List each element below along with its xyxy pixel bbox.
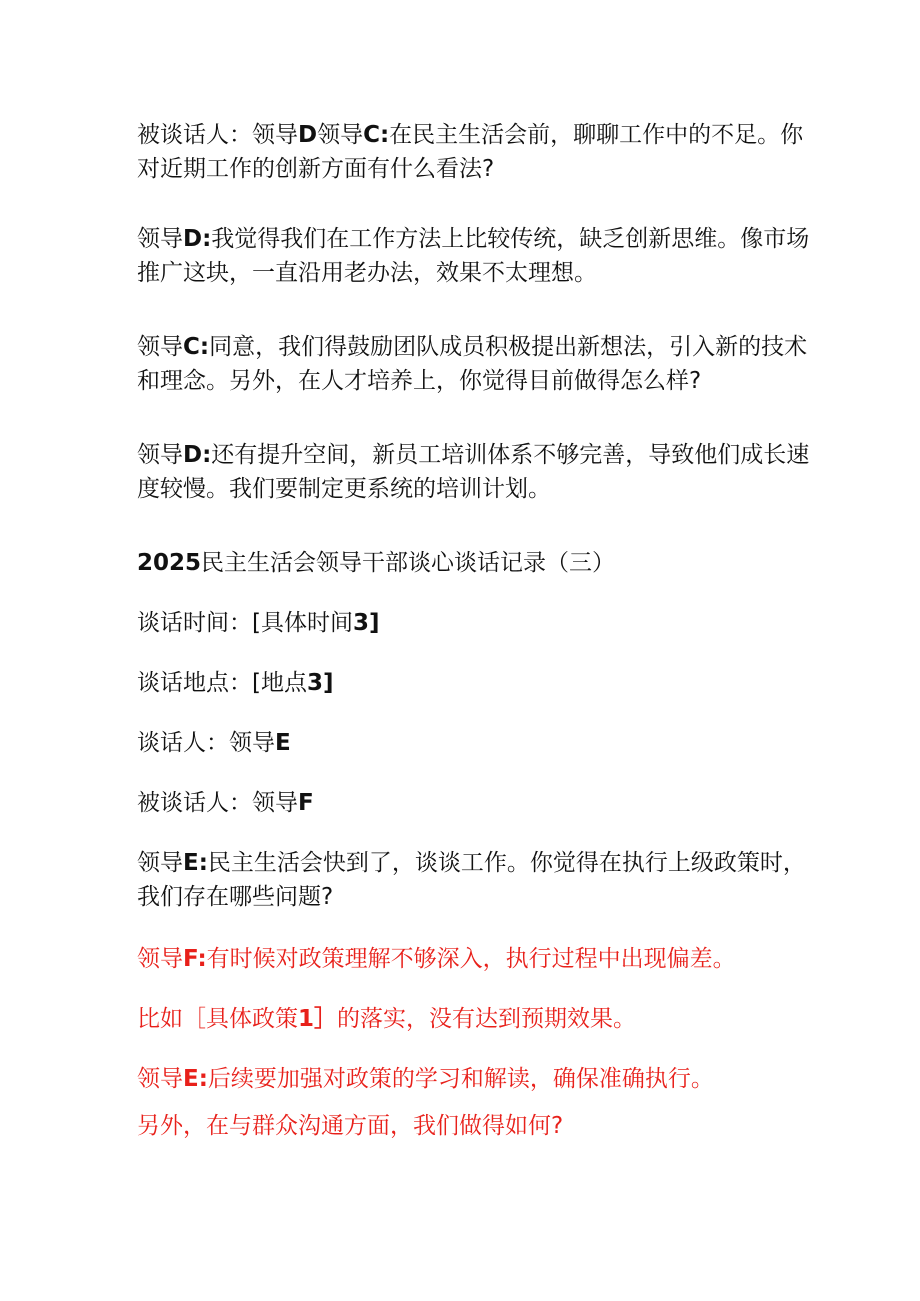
speaker-id: F: [183, 946, 207, 972]
speaker-id: E: [183, 850, 208, 876]
paragraph-intro [137, 118, 817, 186]
text: 谈话人：领导 [137, 730, 275, 756]
text: 比如［具体政策 [137, 1006, 298, 1032]
talk-time [137, 606, 817, 640]
text: 后续要加强对政策的学习和解读，确保准确执行。 [207, 1066, 714, 1092]
text: 民主生活会快到了，谈谈工作。你觉得在执行上级政策时，我们存在哪些问题? [137, 850, 806, 910]
speaker-id: D: [183, 226, 212, 252]
speaker-id: E: [183, 1066, 208, 1092]
speaker-id: D [298, 122, 318, 148]
value: 3] [352, 610, 380, 636]
talk-listener [137, 786, 817, 820]
text: 领导 [137, 442, 183, 468]
speaker-id: C: [183, 334, 210, 360]
paragraph-leader-e-1 [137, 846, 817, 914]
text: 被谈话人：领导 [137, 790, 298, 816]
text: 领导 [137, 334, 183, 360]
paragraph-leader-e-2 [137, 1062, 817, 1096]
paragraph-leader-c [137, 330, 817, 398]
text: 在民主生活会前，聊聊工作中的不足。你对近期工作的创新方面有什么看法? [137, 122, 804, 182]
talk-place [137, 666, 817, 700]
speaker-id: E [275, 730, 291, 756]
speaker-id: F [298, 790, 314, 816]
talk-speaker [137, 726, 817, 760]
section-heading [137, 546, 817, 580]
value: 1］ [298, 1006, 338, 1032]
text: 另外，在与群众沟通方面，我们做得如何? [137, 1113, 564, 1139]
text: 领导 [137, 850, 183, 876]
speaker-id: D: [183, 442, 212, 468]
paragraph-leader-d-2 [137, 438, 817, 506]
text: 领导 [137, 946, 183, 972]
text: 同意，我们得鼓励团队成员积极提出新想法，引入新的技术和理念。另外，在人才培养上，你觉得目前做得怎么样? [137, 334, 808, 394]
value: 3] [306, 670, 334, 696]
text: 被谈话人：领导 [137, 122, 298, 148]
text: 领导 [137, 226, 183, 252]
heading-year: 2025 [137, 550, 202, 576]
text: 还有提升空间，新员工培训体系不够完善，导致他们成长速度较慢。我们要制定更系统的培训计划。 [137, 442, 810, 502]
heading-text: 民主生活会领导干部谈心谈话记录（三） [201, 550, 616, 576]
paragraph-example [137, 1002, 817, 1036]
text: 有时候对政策理解不够深入，执行过程中出现偏差。 [206, 946, 736, 972]
text: 领导 [317, 122, 364, 148]
text: 谈话地点：[地点 [137, 670, 307, 696]
text: 谈话时间：[具体时间 [137, 610, 353, 636]
text: 领导 [137, 1066, 183, 1092]
paragraph-leader-d-1 [137, 222, 817, 290]
speaker-id: C: [363, 122, 390, 148]
paragraph-leader-f [137, 942, 817, 976]
text: 我觉得我们在工作方法上比较传统，缺乏创新思维。像市场推广这块，一直沿用老办法，效果不太理想。 [137, 226, 810, 286]
text: 的落实，没有达到预期效果。 [337, 1006, 637, 1032]
paragraph-followup [137, 1109, 817, 1143]
